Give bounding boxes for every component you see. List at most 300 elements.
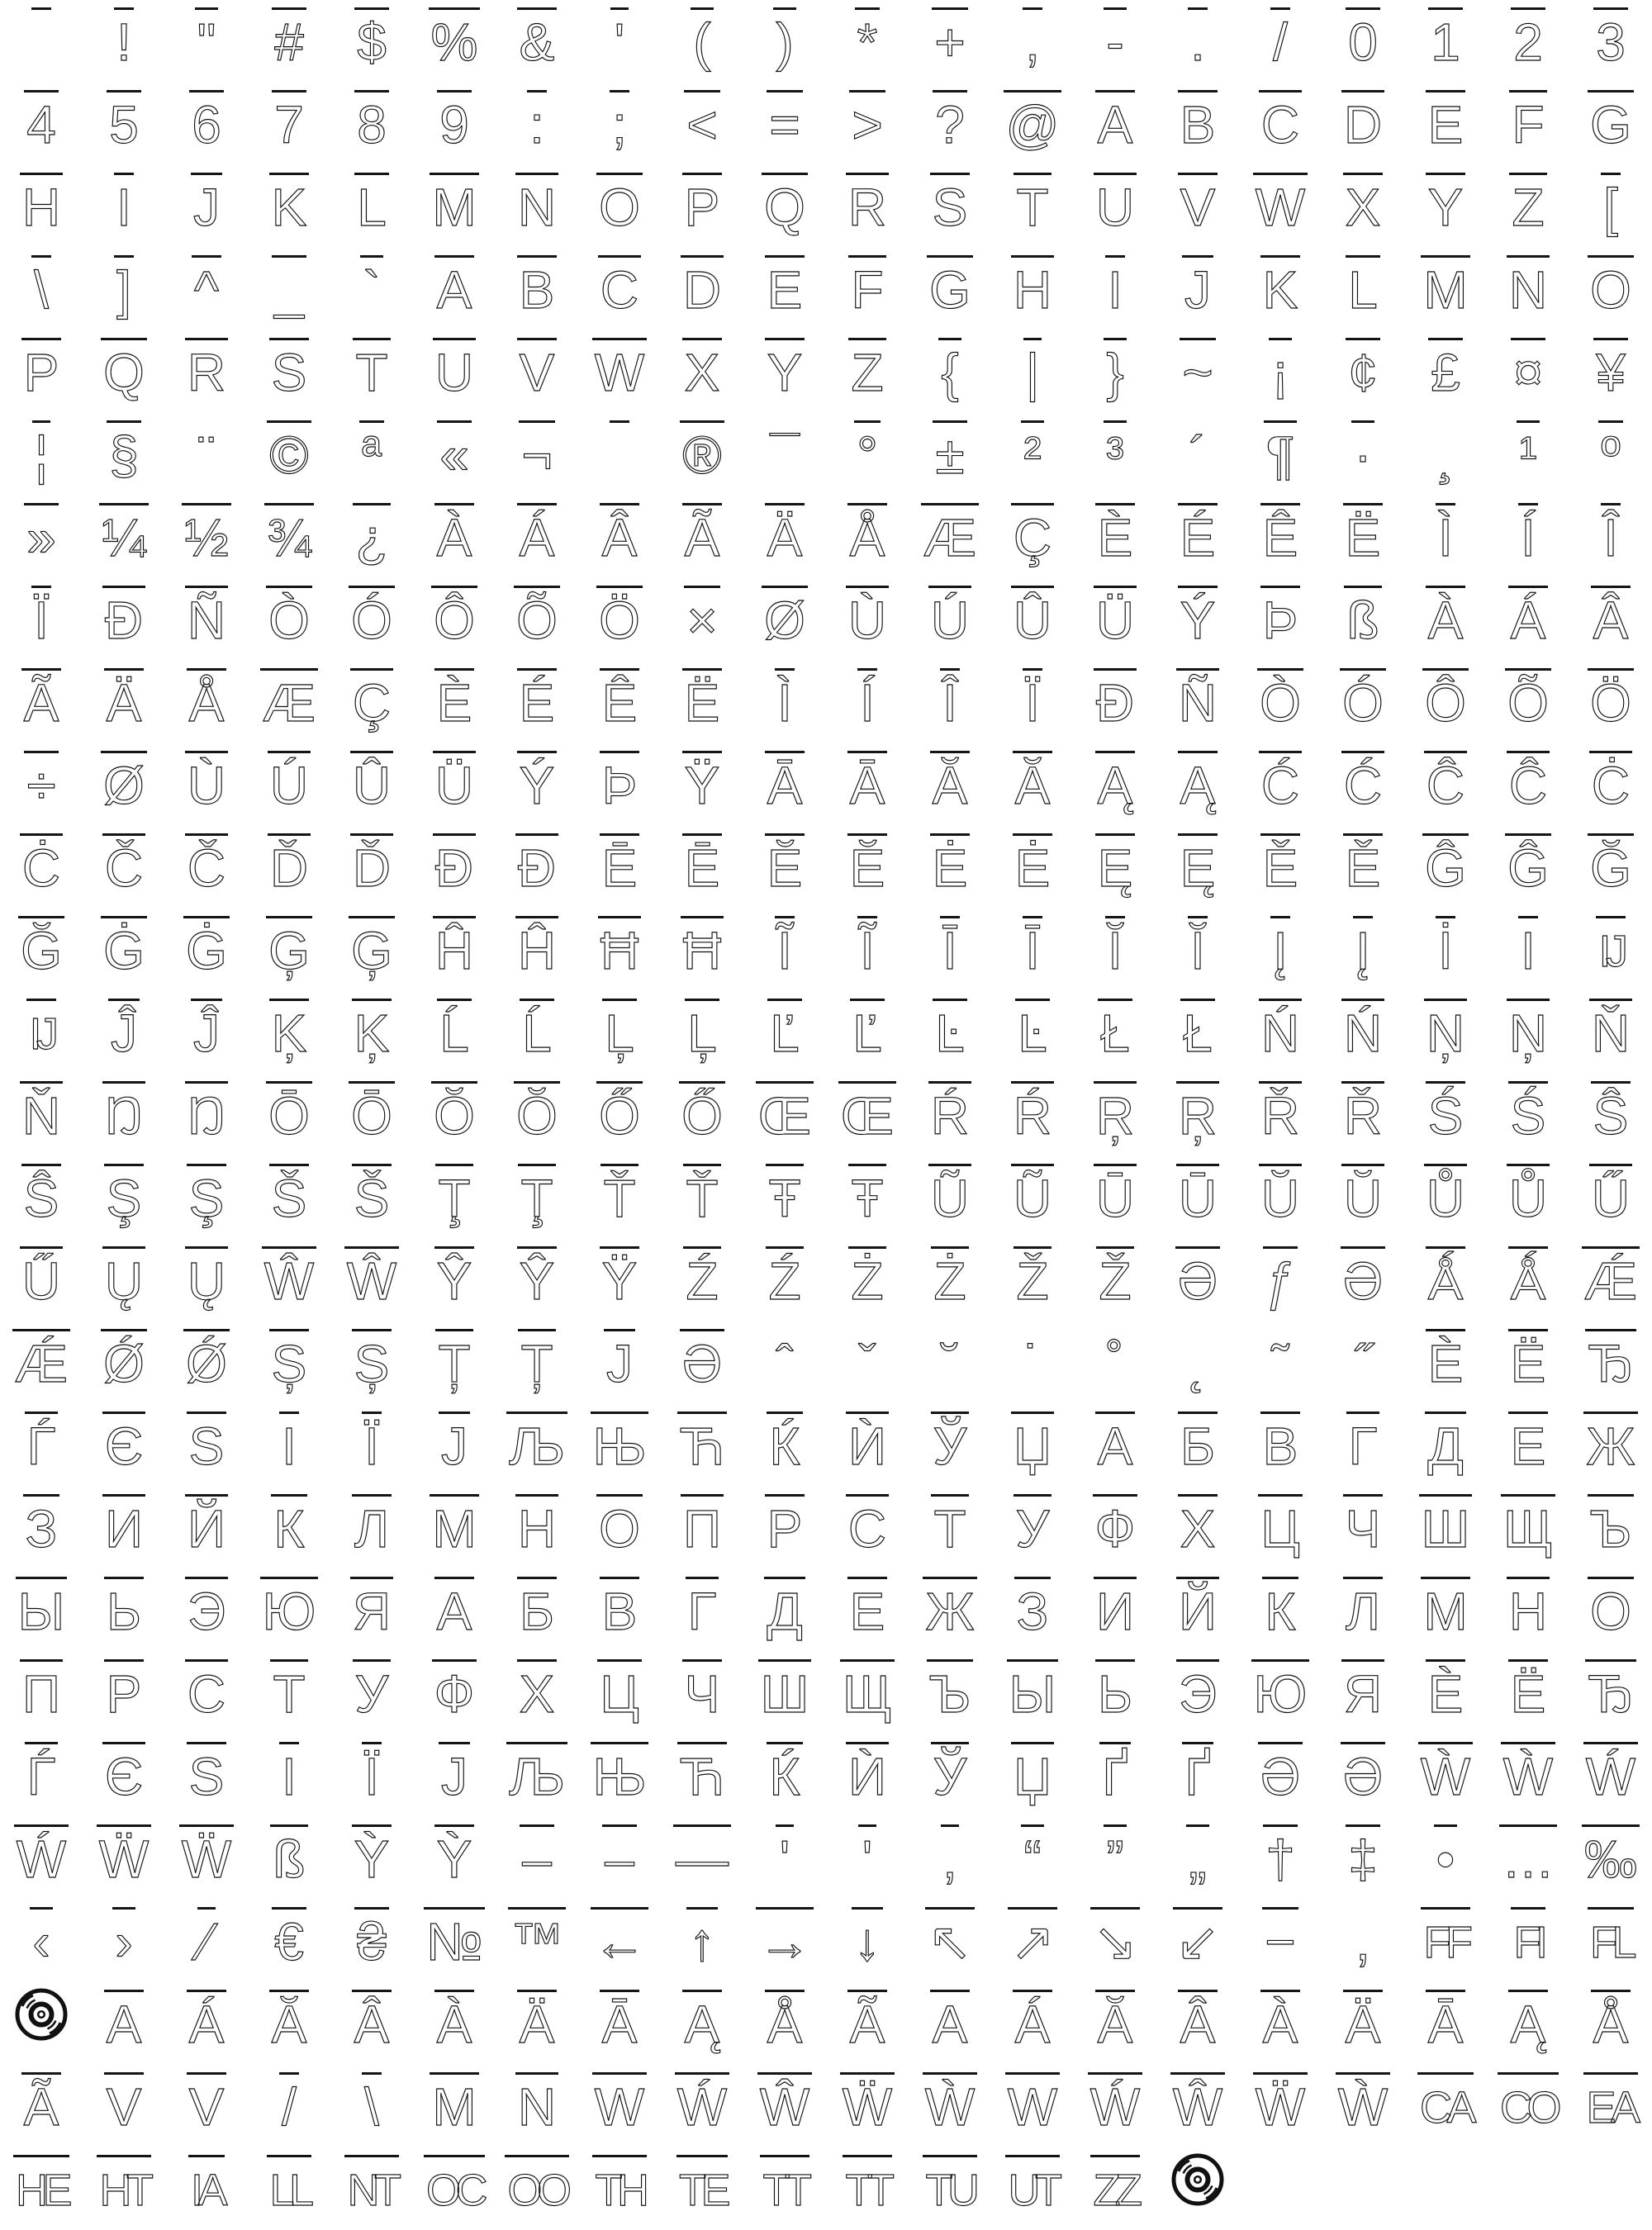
glyph: TT — [762, 2166, 807, 2215]
glyph: Z — [1512, 178, 1545, 237]
overline-bar — [515, 1494, 558, 1559]
glyph-cell — [1404, 1569, 1487, 1652]
glyph-cell — [1404, 413, 1487, 496]
glyph-cell — [578, 909, 661, 991]
glyph-cell — [496, 2147, 578, 2230]
glyph-cell — [1569, 1404, 1652, 1487]
glyph: Љ — [509, 1747, 565, 1806]
glyph-cell — [578, 1487, 661, 1569]
glyph: Ẁ — [924, 2077, 976, 2137]
glyph-cell — [578, 1652, 661, 1734]
overline-bar — [932, 7, 967, 72]
glyph: A — [106, 1995, 142, 2054]
glyph-cell — [1487, 1404, 1569, 1487]
glyph: ˛ — [1189, 1334, 1207, 1393]
glyph: Û — [1013, 591, 1052, 650]
glyph-cell — [413, 83, 496, 165]
overline-bar — [1099, 1742, 1130, 1804]
overline-bar — [514, 1081, 560, 1146]
glyph: Ď — [352, 838, 392, 898]
overline-bar — [107, 90, 141, 152]
overline-bar — [682, 833, 723, 898]
overline-bar — [1417, 2072, 1474, 2131]
glyph: → — [758, 1912, 811, 1971]
overline-bar — [775, 916, 795, 978]
glyph: 5 — [109, 95, 139, 154]
glyph: Ґ — [1184, 1747, 1211, 1806]
glyph: ¦ — [34, 425, 49, 485]
glyph-cell — [1322, 1900, 1404, 1982]
glyph-cell — [165, 413, 248, 496]
overline-bar — [846, 586, 889, 648]
glyph-cell — [909, 909, 991, 991]
glyph-cell — [1156, 1487, 1239, 1569]
glyph: CA — [1419, 2083, 1472, 2133]
glyph: Å — [767, 1995, 803, 2054]
glyph-cell — [1239, 1652, 1322, 1734]
glyph-cell — [0, 826, 83, 909]
overline-bar — [1104, 420, 1126, 485]
overline-bar — [1518, 916, 1538, 978]
glyph-cell — [330, 1321, 413, 1404]
glyph: ¥ — [1596, 343, 1626, 402]
glyph-cell — [991, 1569, 1074, 1652]
glyph-cell — [1074, 413, 1156, 496]
glyph: Ќ — [769, 1747, 800, 1806]
glyph: Ľ — [852, 1004, 882, 1063]
glyph-cell — [1239, 1982, 1322, 2065]
glyph-cell — [1404, 1074, 1487, 1156]
overline-bar — [1015, 999, 1050, 1063]
glyph-cell — [165, 1239, 248, 1321]
glyph-cell — [826, 1900, 909, 1982]
glyph-cell — [1404, 248, 1487, 330]
overline-bar — [264, 503, 313, 565]
glyph-cell — [330, 1900, 413, 1982]
glyph-cell — [248, 1156, 330, 1239]
overline-bar — [1021, 1329, 1043, 1391]
glyph-cell — [1569, 661, 1652, 743]
overline-bar — [767, 999, 802, 1063]
glyph: Ķ — [354, 1004, 390, 1063]
glyph: Ə — [681, 1334, 723, 1393]
overline-bar — [1011, 1164, 1054, 1226]
overline-bar — [506, 1412, 567, 1476]
overline-bar — [97, 1824, 151, 1889]
overline-bar — [185, 751, 228, 813]
overline-bar — [352, 1990, 392, 2052]
overline-bar — [1258, 1494, 1302, 1559]
overline-bar — [191, 173, 222, 235]
overline-bar — [272, 7, 306, 72]
glyph-cell — [330, 909, 413, 991]
glyph: Ź — [686, 1251, 719, 1311]
overline-bar — [1424, 999, 1467, 1063]
glyph: Ë — [1345, 508, 1381, 567]
glyph: Ř — [1343, 1086, 1383, 1146]
glyph: V — [106, 2077, 142, 2137]
glyph-cell — [1322, 1652, 1404, 1734]
overline-bar — [430, 173, 478, 235]
overline-bar — [101, 916, 147, 978]
glyph-cell — [83, 743, 165, 826]
glyph-cell — [330, 0, 413, 83]
glyph: Ŋ — [187, 1086, 226, 1146]
overline-bar — [610, 7, 629, 72]
overline-bar — [432, 1659, 477, 1724]
overline-bar — [1508, 586, 1549, 648]
glyph: Ŀ — [935, 1004, 965, 1063]
overline-bar — [108, 999, 140, 1063]
overline-bar — [354, 7, 389, 72]
overline-bar — [600, 1246, 640, 1311]
glyph: Ю — [1253, 1664, 1308, 1724]
glyph: Ẅ — [1255, 2077, 1306, 2137]
glyph-cell — [909, 330, 991, 413]
glyph-cell — [165, 1404, 248, 1487]
overline-bar — [767, 420, 801, 485]
glyph: + — [934, 12, 966, 72]
overline-bar — [1508, 1659, 1549, 1724]
glyph-cell — [1569, 413, 1652, 496]
glyph-cell — [1239, 578, 1322, 661]
overline-bar — [604, 1329, 635, 1391]
glyph-cell — [1569, 1487, 1652, 1569]
glyph-cell — [83, 0, 165, 83]
glyph: – — [605, 1829, 634, 1889]
glyph: ´ — [1189, 425, 1207, 485]
overline-bar — [1591, 1081, 1631, 1146]
glyph-cell — [743, 661, 826, 743]
overline-bar — [439, 1412, 470, 1476]
glyph: Ę — [1097, 838, 1133, 898]
glyph: И — [1096, 1582, 1134, 1641]
overline-bar — [1418, 1742, 1473, 1804]
glyph-cell — [1487, 1156, 1569, 1239]
glyph: E — [767, 260, 803, 320]
overline-bar — [682, 503, 723, 565]
overline-bar — [756, 1907, 814, 1969]
overline-bar — [1095, 751, 1136, 813]
glyph: † — [1265, 1829, 1295, 1889]
glyph-cell — [413, 1487, 496, 1569]
glyph-cell — [165, 1156, 248, 1239]
glyph-cell — [413, 661, 496, 743]
glyph: X — [1345, 178, 1381, 237]
glyph-cell — [496, 1734, 578, 1817]
glyph: Ỳ — [354, 1829, 390, 1889]
glyph: Y — [1427, 178, 1464, 237]
glyph-cell — [413, 1074, 496, 1156]
overline-bar — [773, 1329, 795, 1391]
overline-bar — [1088, 2072, 1142, 2137]
overline-bar — [434, 255, 475, 320]
glyph: ‹ — [32, 1912, 50, 1971]
overline-bar — [24, 751, 58, 813]
glyph: Ĭ — [1190, 921, 1205, 980]
glyph-cell — [165, 578, 248, 661]
glyph: W — [1255, 178, 1306, 237]
glyph: Ї — [364, 1747, 379, 1806]
glyph: Ț — [438, 1334, 471, 1393]
glyph: Ã — [23, 2077, 59, 2137]
glyph-cell — [248, 165, 330, 248]
overline-bar — [1263, 1246, 1298, 1311]
overline-bar — [1260, 255, 1301, 320]
glyph-cell — [1569, 1652, 1652, 1734]
glyph-cell — [1404, 1321, 1487, 1404]
glyph: T — [1016, 178, 1049, 237]
glyph-cell — [1487, 1569, 1569, 1652]
overline-bar — [923, 1577, 976, 1639]
overline-bar — [1426, 1990, 1466, 2052]
glyph: Ė — [1014, 838, 1051, 898]
overline-bar — [434, 1990, 475, 2052]
glyph: ↗ — [1010, 1912, 1055, 1971]
glyph: ; — [612, 95, 627, 154]
overline-bar — [1598, 420, 1622, 485]
glyph: ← — [593, 1912, 646, 1971]
glyph: Ť — [686, 1169, 719, 1228]
glyph: Ħ — [682, 921, 722, 980]
overline-bar — [1588, 90, 1634, 152]
glyph: J — [193, 178, 220, 237]
overline-bar — [360, 255, 382, 320]
glyph-cell — [0, 661, 83, 743]
glyph: 1 — [1431, 12, 1460, 72]
glyph-cell — [743, 413, 826, 496]
glyph-cell — [165, 2147, 248, 2230]
glyph-cell — [496, 165, 578, 248]
overline-bar — [270, 1824, 307, 1889]
glyph: Ш — [760, 1664, 809, 1724]
glyph-cell — [1569, 2065, 1652, 2147]
glyph-cell — [909, 1404, 991, 1487]
glyph: Р — [767, 1499, 803, 1559]
glyph: ? — [935, 95, 965, 154]
glyph-cell — [496, 743, 578, 826]
overline-bar — [267, 2155, 311, 2213]
glyph-cell — [991, 248, 1074, 330]
overline-bar — [1426, 1246, 1466, 1311]
glyph-cell — [413, 1321, 496, 1404]
glyph: È — [1097, 508, 1133, 567]
glyph-cell — [743, 578, 826, 661]
overline-bar — [353, 1659, 392, 1724]
glyph: FL — [1589, 1918, 1632, 1967]
glyph-cell — [991, 1734, 1074, 1817]
glyph-cell — [1404, 743, 1487, 826]
glyph: ² — [1023, 425, 1042, 485]
glyph-cell — [1569, 248, 1652, 330]
glyph-cell — [165, 661, 248, 743]
overline-bar — [847, 833, 888, 898]
glyph-cell — [83, 1321, 165, 1404]
glyph: Ŏ — [516, 1086, 558, 1146]
overline-bar — [1011, 255, 1054, 320]
glyph-cell — [248, 1239, 330, 1321]
glyph: K — [271, 178, 307, 237]
overline-bar — [1426, 90, 1466, 152]
glyph: Ă — [1097, 1995, 1133, 2054]
overline-bar — [597, 1659, 641, 1724]
overline-bar — [359, 420, 384, 485]
glyph-cell — [1239, 496, 1322, 578]
glyph: Ú — [930, 591, 970, 650]
glyph: % — [430, 12, 478, 72]
glyph: Ѕ — [188, 1747, 225, 1806]
overline-bar — [1095, 1990, 1136, 2052]
glyph-cell — [1239, 1817, 1322, 1900]
glyph-cell — [743, 1982, 826, 2065]
glyph: Ь — [107, 1582, 141, 1641]
glyph: @ — [1005, 95, 1060, 154]
glyph: Þ — [601, 756, 638, 815]
glyph-cell — [1404, 1239, 1487, 1321]
overline-bar — [1421, 1907, 1469, 1966]
glyph: E — [1427, 95, 1464, 154]
glyph: ˇ — [858, 1334, 876, 1393]
glyph: Ő — [681, 1086, 723, 1146]
overline-bar — [1104, 1329, 1126, 1391]
glyph: Б — [1180, 1416, 1215, 1476]
glyph-cell — [826, 578, 909, 661]
glyph: Ü — [434, 756, 474, 815]
glyph: ® — [682, 425, 722, 485]
overline-bar — [1094, 586, 1137, 648]
glyph-cell — [578, 2065, 661, 2147]
glyph: Č — [104, 838, 144, 898]
glyph: Ă — [1014, 756, 1051, 815]
glyph: Ћ — [679, 1747, 725, 1806]
overline-bar — [1269, 338, 1291, 400]
overline-bar — [518, 1164, 555, 1226]
overline-bar — [1186, 420, 1208, 485]
glyph: Ã — [684, 508, 720, 567]
glyph-cell — [0, 1734, 83, 1817]
glyph: Г — [1348, 1416, 1378, 1476]
glyph-cell — [661, 1321, 743, 1404]
overline-bar — [941, 1824, 959, 1889]
glyph-cell — [991, 826, 1074, 909]
overline-bar — [855, 7, 881, 72]
glyph: ” — [1106, 1829, 1124, 1889]
glyph: − — [1265, 1912, 1296, 1971]
overline-bar — [1258, 1742, 1303, 1804]
glyph: ¿ — [355, 508, 388, 567]
overline-bar — [362, 2072, 382, 2137]
overline-bar — [99, 503, 148, 565]
overline-bar — [1259, 90, 1302, 152]
glyph-cell — [496, 1321, 578, 1404]
glyph: [ — [1603, 178, 1618, 237]
overline-bar — [434, 1577, 475, 1639]
glyph-cell — [83, 413, 165, 496]
overline-bar — [107, 420, 141, 485]
glyph-cell — [0, 1569, 83, 1652]
glyph-cell — [83, 496, 165, 578]
glyph: Ĉ — [1508, 756, 1548, 815]
overline-bar — [1336, 2072, 1390, 2137]
glyph: Ĭ — [1108, 921, 1123, 980]
glyph-cell — [83, 578, 165, 661]
overline-bar — [266, 1081, 312, 1146]
glyph: Ā — [767, 756, 803, 815]
overline-bar — [675, 2072, 729, 2137]
glyph-cell — [1487, 248, 1569, 330]
glyph-cell — [1404, 496, 1487, 578]
overline-bar — [350, 1577, 393, 1639]
glyph-cell — [661, 0, 743, 83]
glyph: Ĕ — [767, 838, 803, 898]
overline-bar — [1090, 1907, 1140, 1969]
overline-bar — [349, 916, 395, 978]
glyph-cell — [743, 991, 826, 1074]
glyph-cell — [1322, 413, 1404, 496]
glyph-cell — [826, 330, 909, 413]
glyph: I — [1521, 921, 1536, 980]
glyph-cell — [826, 826, 909, 909]
glyph-cell — [1404, 826, 1487, 909]
glyph-cell — [165, 165, 248, 248]
overline-bar — [517, 7, 558, 72]
glyph: Ã — [23, 673, 59, 733]
glyph: Ç — [1013, 508, 1052, 567]
glyph: Ǻ — [1510, 1251, 1546, 1311]
glyph-cell — [826, 1487, 909, 1569]
glyph-cell — [661, 1239, 743, 1321]
glyph-cell — [0, 578, 83, 661]
overline-bar — [766, 1246, 803, 1311]
glyph: À — [436, 508, 472, 567]
overline-bar — [1182, 1742, 1213, 1804]
glyph: Ŧ — [851, 1169, 884, 1228]
glyph: £ — [1431, 343, 1460, 402]
glyph-cell — [826, 1404, 909, 1487]
glyph: Ŵ — [759, 2077, 810, 2137]
glyph-cell — [83, 1817, 165, 1900]
glyph-cell — [826, 165, 909, 248]
overline-bar — [1507, 999, 1550, 1063]
glyph: Î — [1603, 508, 1618, 567]
glyph-cell — [496, 1404, 578, 1487]
glyph-cell — [1239, 661, 1322, 743]
glyph: Ŭ — [1343, 1169, 1383, 1228]
overline-bar — [1178, 751, 1218, 813]
glyph-cell — [413, 1652, 496, 1734]
glyph-cell — [578, 248, 661, 330]
overline-bar — [600, 503, 640, 565]
glyph: Ý — [1180, 591, 1216, 650]
glyph-cell — [1404, 165, 1487, 248]
overline-bar — [1421, 255, 1469, 320]
glyph-cell — [1239, 165, 1322, 248]
glyph: Q — [103, 343, 145, 402]
glyph-cell — [909, 1569, 991, 1652]
glyph-cell — [743, 909, 826, 991]
glyph: º — [1601, 425, 1621, 485]
overline-bar — [266, 586, 312, 648]
glyph-cell — [1322, 826, 1404, 909]
overline-bar — [352, 1494, 392, 1559]
glyph-cell — [578, 1404, 661, 1487]
overline-bar — [344, 2155, 398, 2213]
glyph: ⁄ — [202, 1912, 211, 1971]
glyph-cell — [165, 1652, 248, 1734]
glyph-cell — [330, 413, 413, 496]
glyph-cell — [826, 2147, 909, 2230]
glyph: Ć — [1343, 756, 1383, 815]
